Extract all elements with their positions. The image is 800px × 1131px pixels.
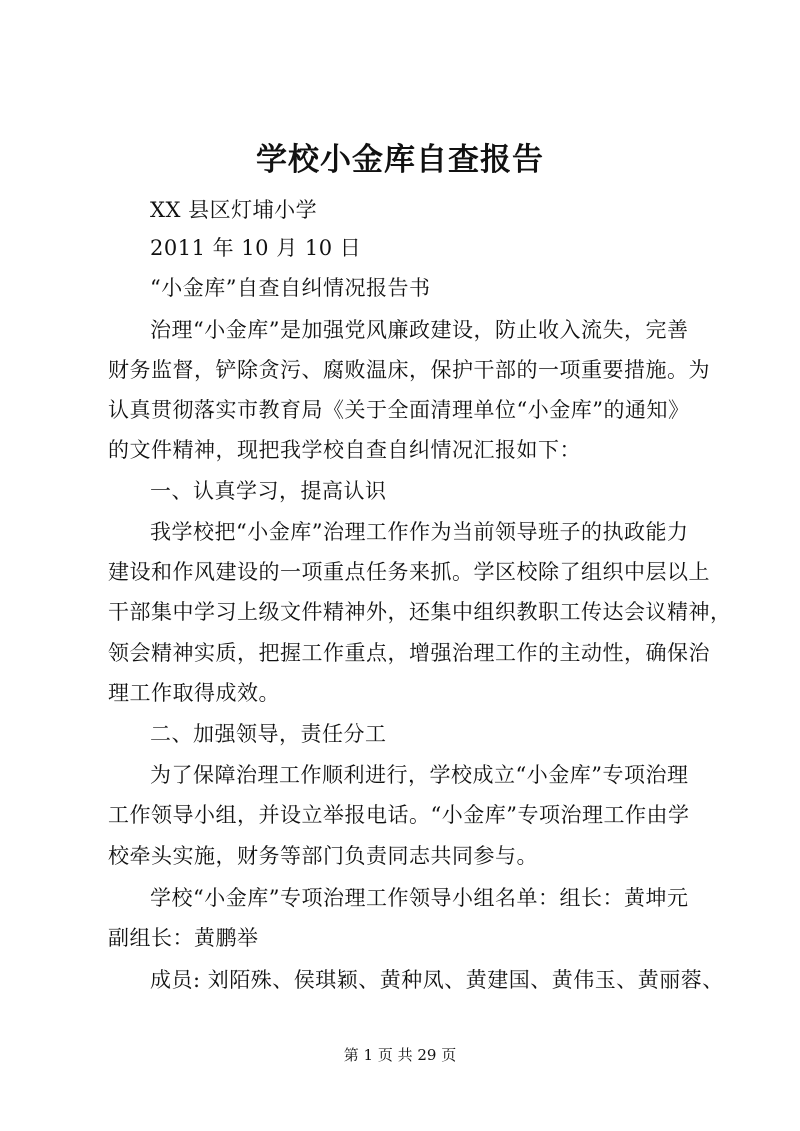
paragraph-line: 财务监督，铲除贪污、腐败温床，保护干部的一项重要措施。为 (108, 358, 710, 382)
paragraph-line: 成员: 刘陌殊、侯琪颖、黄种凤、黄建国、黄伟玉、黄丽蓉、 (150, 968, 724, 992)
report-subtitle: “小金库”自查自纠情况报告书 (150, 276, 431, 300)
paragraph-line: 我学校把“小金库”治理工作作为当前领导班子的执政能力 (150, 520, 689, 544)
paragraph-line: 干部集中学习上级文件精神外，还集中组织教职工传达会议精神， (108, 600, 732, 624)
paragraph-line: 理工作取得成效。 (108, 681, 280, 705)
paragraph-line: 校牵头实施，财务等部门负责同志共同参与。 (108, 844, 538, 868)
section-heading: 一、认真学习，提高认识 (150, 479, 387, 503)
paragraph-line: 建设和作风建设的一项重点任务来抓。学区校除了组织中层以上 (108, 560, 710, 584)
paragraph-line: 为了保障治理工作顺利进行，学校成立“小金库”专项治理 (150, 763, 689, 787)
section-heading: 二、加强领导，责任分工 (150, 722, 387, 746)
report-date: 2011 年 10 月 10 日 (150, 236, 362, 260)
paragraph-line: 认真贯彻落实市教育局《关于全面清理单位“小金库”的通知》 (108, 398, 690, 422)
document-title: 学校小金库自查报告 (256, 142, 544, 178)
paragraph-line: 领会精神实质，把握工作重点，增强治理工作的主动性，确保治 (108, 641, 710, 665)
paragraph-line: 治理“小金库”是加强党风廉政建设，防止收入流失，完善 (150, 318, 689, 342)
paragraph-line: 学校“小金库”专项治理工作领导小组名单：组长：黄坤元 (150, 886, 689, 910)
paragraph-line: 副组长：黄鹏举 (108, 926, 259, 950)
school-name: XX 县区灯埔小学 (150, 198, 318, 222)
paragraph-line: 工作领导小组，并设立举报电话。“小金库”专项治理工作由学 (108, 803, 690, 827)
page-number: 第 1 页 共 29 页 (343, 1046, 457, 1064)
paragraph-line: 的文件精神，现把我学校自查自纠情况汇报如下： (108, 438, 581, 462)
